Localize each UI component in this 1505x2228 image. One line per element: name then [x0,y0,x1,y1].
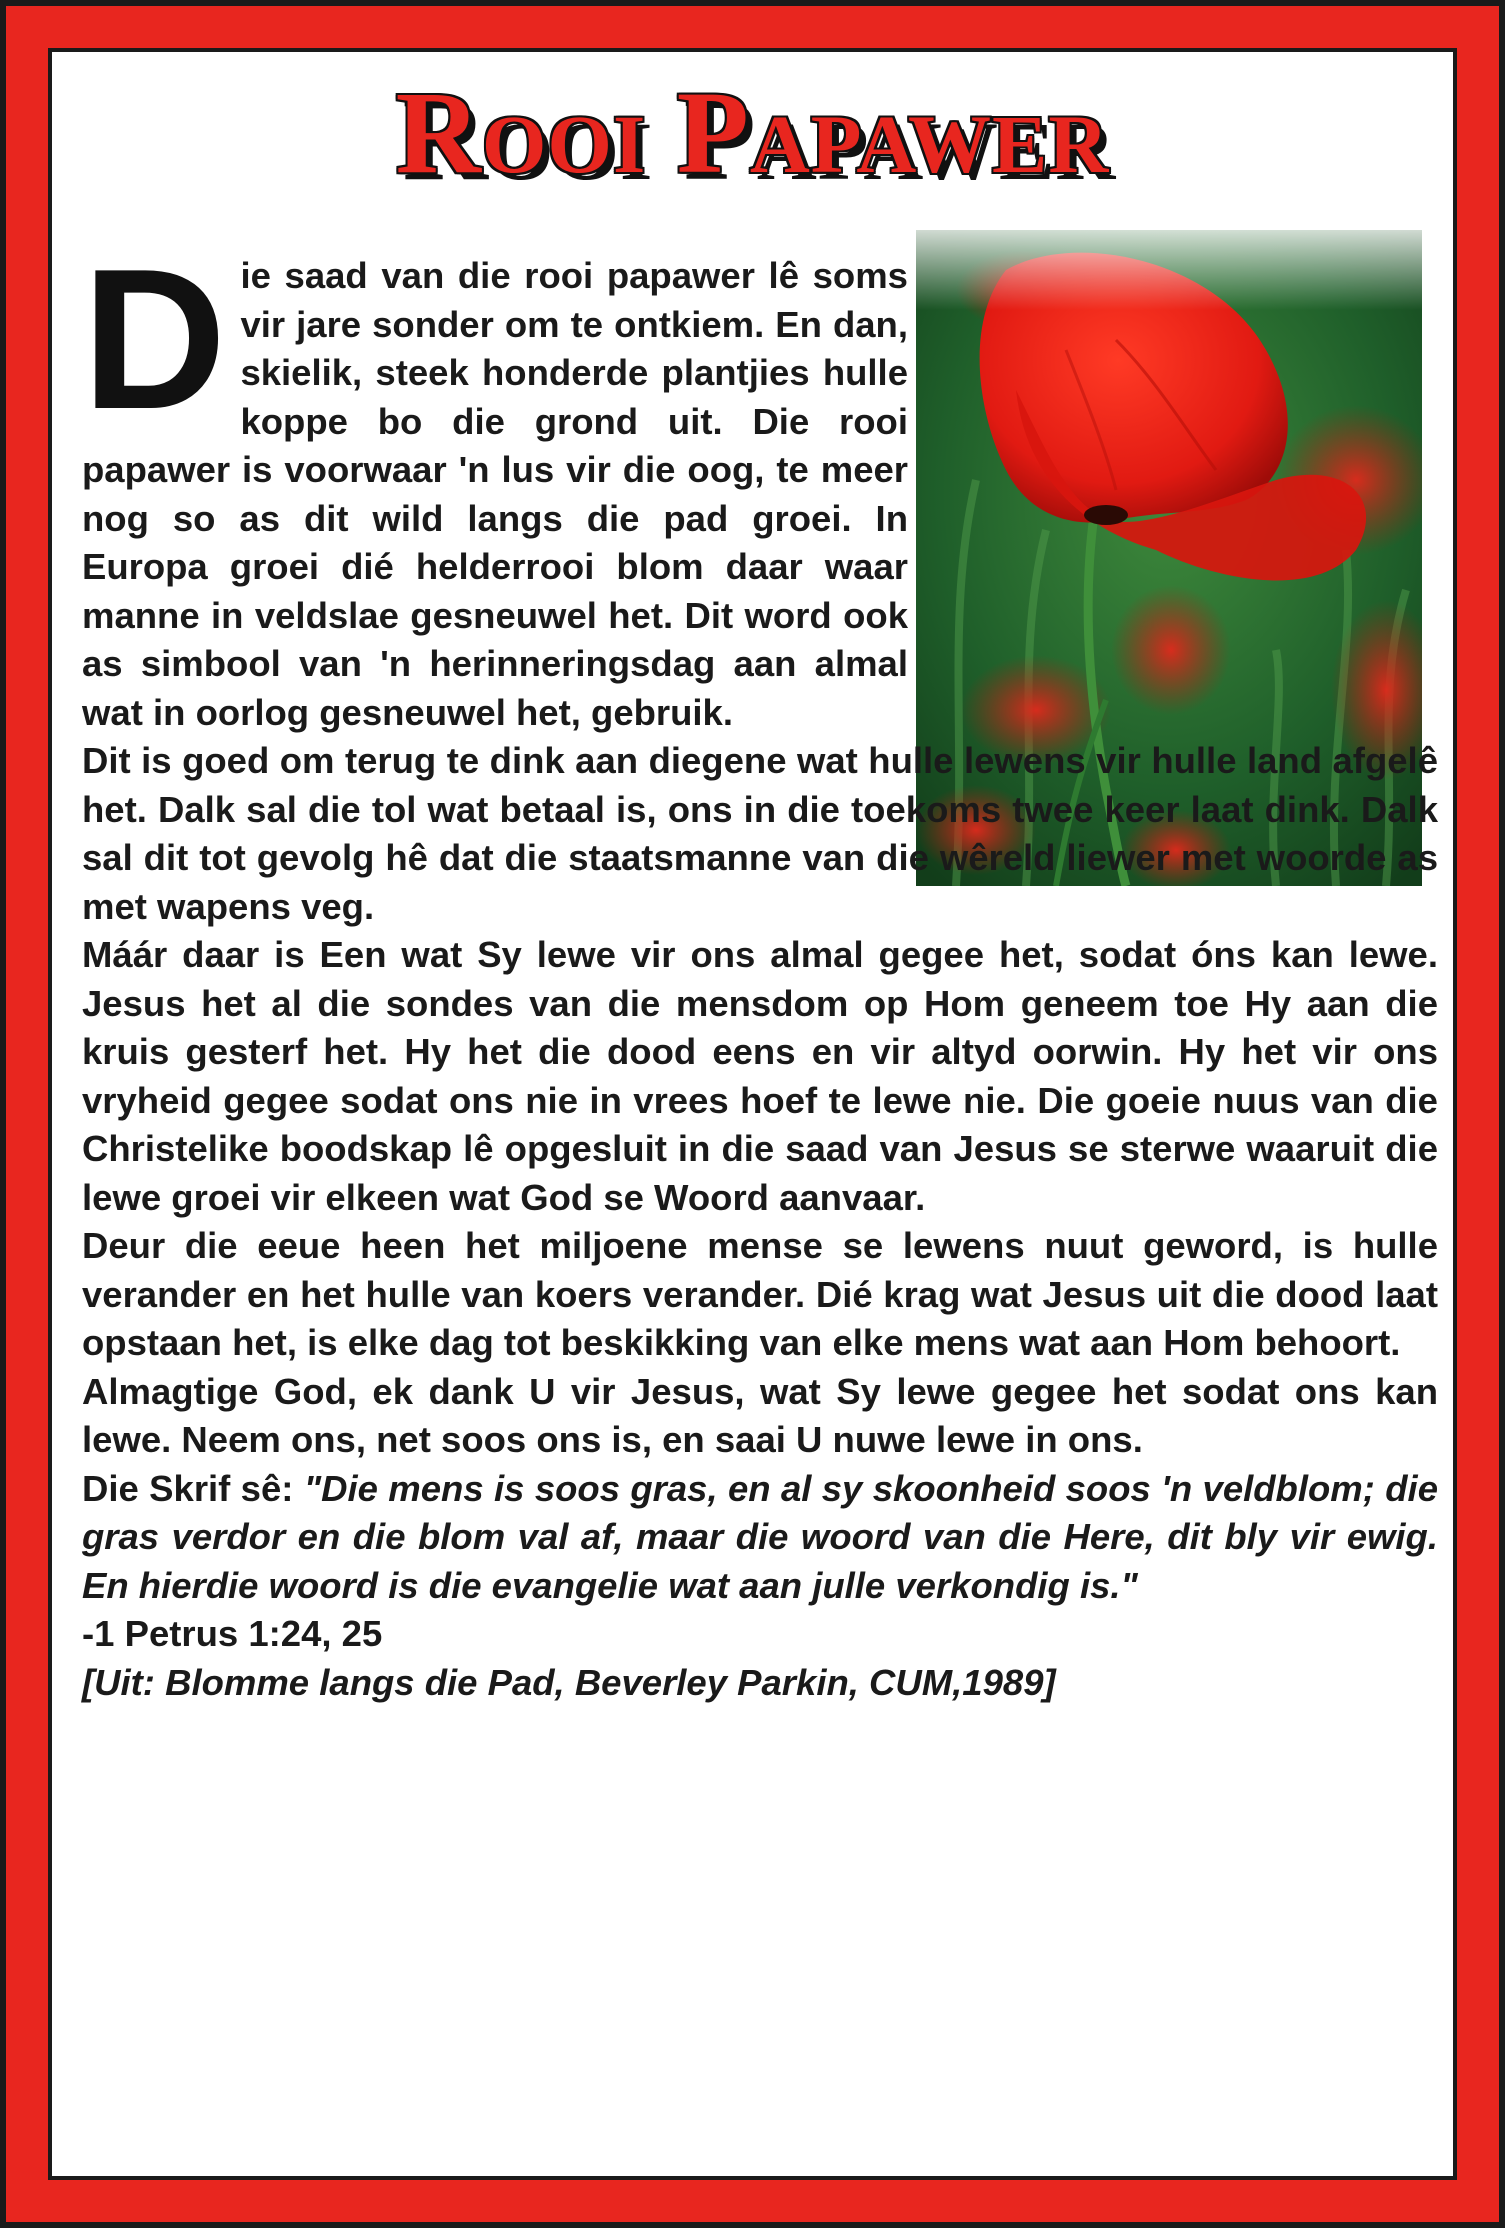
scripture-reference: -1 Petrus 1:24, 25 [82,1613,383,1654]
article-body [82,228,1438,1707]
scripture-intro: Die Skrif sê: [82,1467,304,1509]
page-panel [48,48,1457,2180]
paragraph-remembrance: Dit is goed om terug te dink aan diegene wat hulle lewens vir hulle land afgelê het. Dalk sal die tol wat betaal is, ons in die toekoms twee keer laat dink. Dalk sal dit tot gevolg hê dat die staatsmanne van die wêreld liewer met woorde as met wapens veg. [82,740,1438,927]
intro-text: ie saad van die rooi papawer lê soms vir jare sonder om te ontkiem. En dan, skielik, steek honderde plantjies hulle koppe bo die grond uit. Die rooi papawer is voorwaar 'n lus vir die oog, te meer nog so as dit wild langs die pad groei. In Europa groei dié helderrooi blom daar waar manne in veldslae gesneuwel het. Dit word ook as simbool van 'n herinneringsdag aan almal wat in oorlog gesneuwel het, gebruik. [82,255,908,733]
page-title: Rooi Papawer [395,67,1110,198]
scripture-paragraph [82,1465,1438,1611]
paragraph-sacrifice: Máár daar is Een wat Sy lewe vir ons almal gegee het, sodat óns kan lewe. Jesus het al die sondes van die mensdom op Hom geneem toe Hy aan die kruis gesterf het. Hy het die dood eens en vir altyd oorwin. Hy het vir ons vryheid gegee sodat ons nie in vrees hoef te lewe nie. Die goeie nuus van die Christelike boodskap lê opgesluit in die saad van Jesus se sterwe waaruit die lewe groei vir elkeen wat God se Woord aanvaar. [82,934,1438,1218]
paragraph-new-life: Deur die eeue heen het miljoene mense se lewens nuut geword, is hulle verander en het hulle van koers verander. Dié krag wat Jesus uit die dood laat opstaan het, is elke dag tot beskikking van elke mens wat aan Hom behoort. [82,1225,1438,1363]
source-citation: [Uit: Blomme langs die Pad, Beverley Parkin, CUM,1989] [82,1661,1056,1703]
paragraph-prayer: Almagtige God, ek dank U vir Jesus, wat Sy lewe gegee het sodat ons kan lewe. Neem ons, net soos ons is, en saai U nuwe lewe in ons. [82,1370,1438,1460]
scripture-quote: "Die mens is soos gras, en al sy skoonheid soos 'n veldblom; die gras verdor en die blom val af, maar die woord van die Here, dit bly vir ewig. En hierdie woord is die evangelie wat aan julle verkondig is." [82,1467,1438,1606]
drop-cap: D [82,228,227,451]
intro-paragraph [82,228,908,737]
